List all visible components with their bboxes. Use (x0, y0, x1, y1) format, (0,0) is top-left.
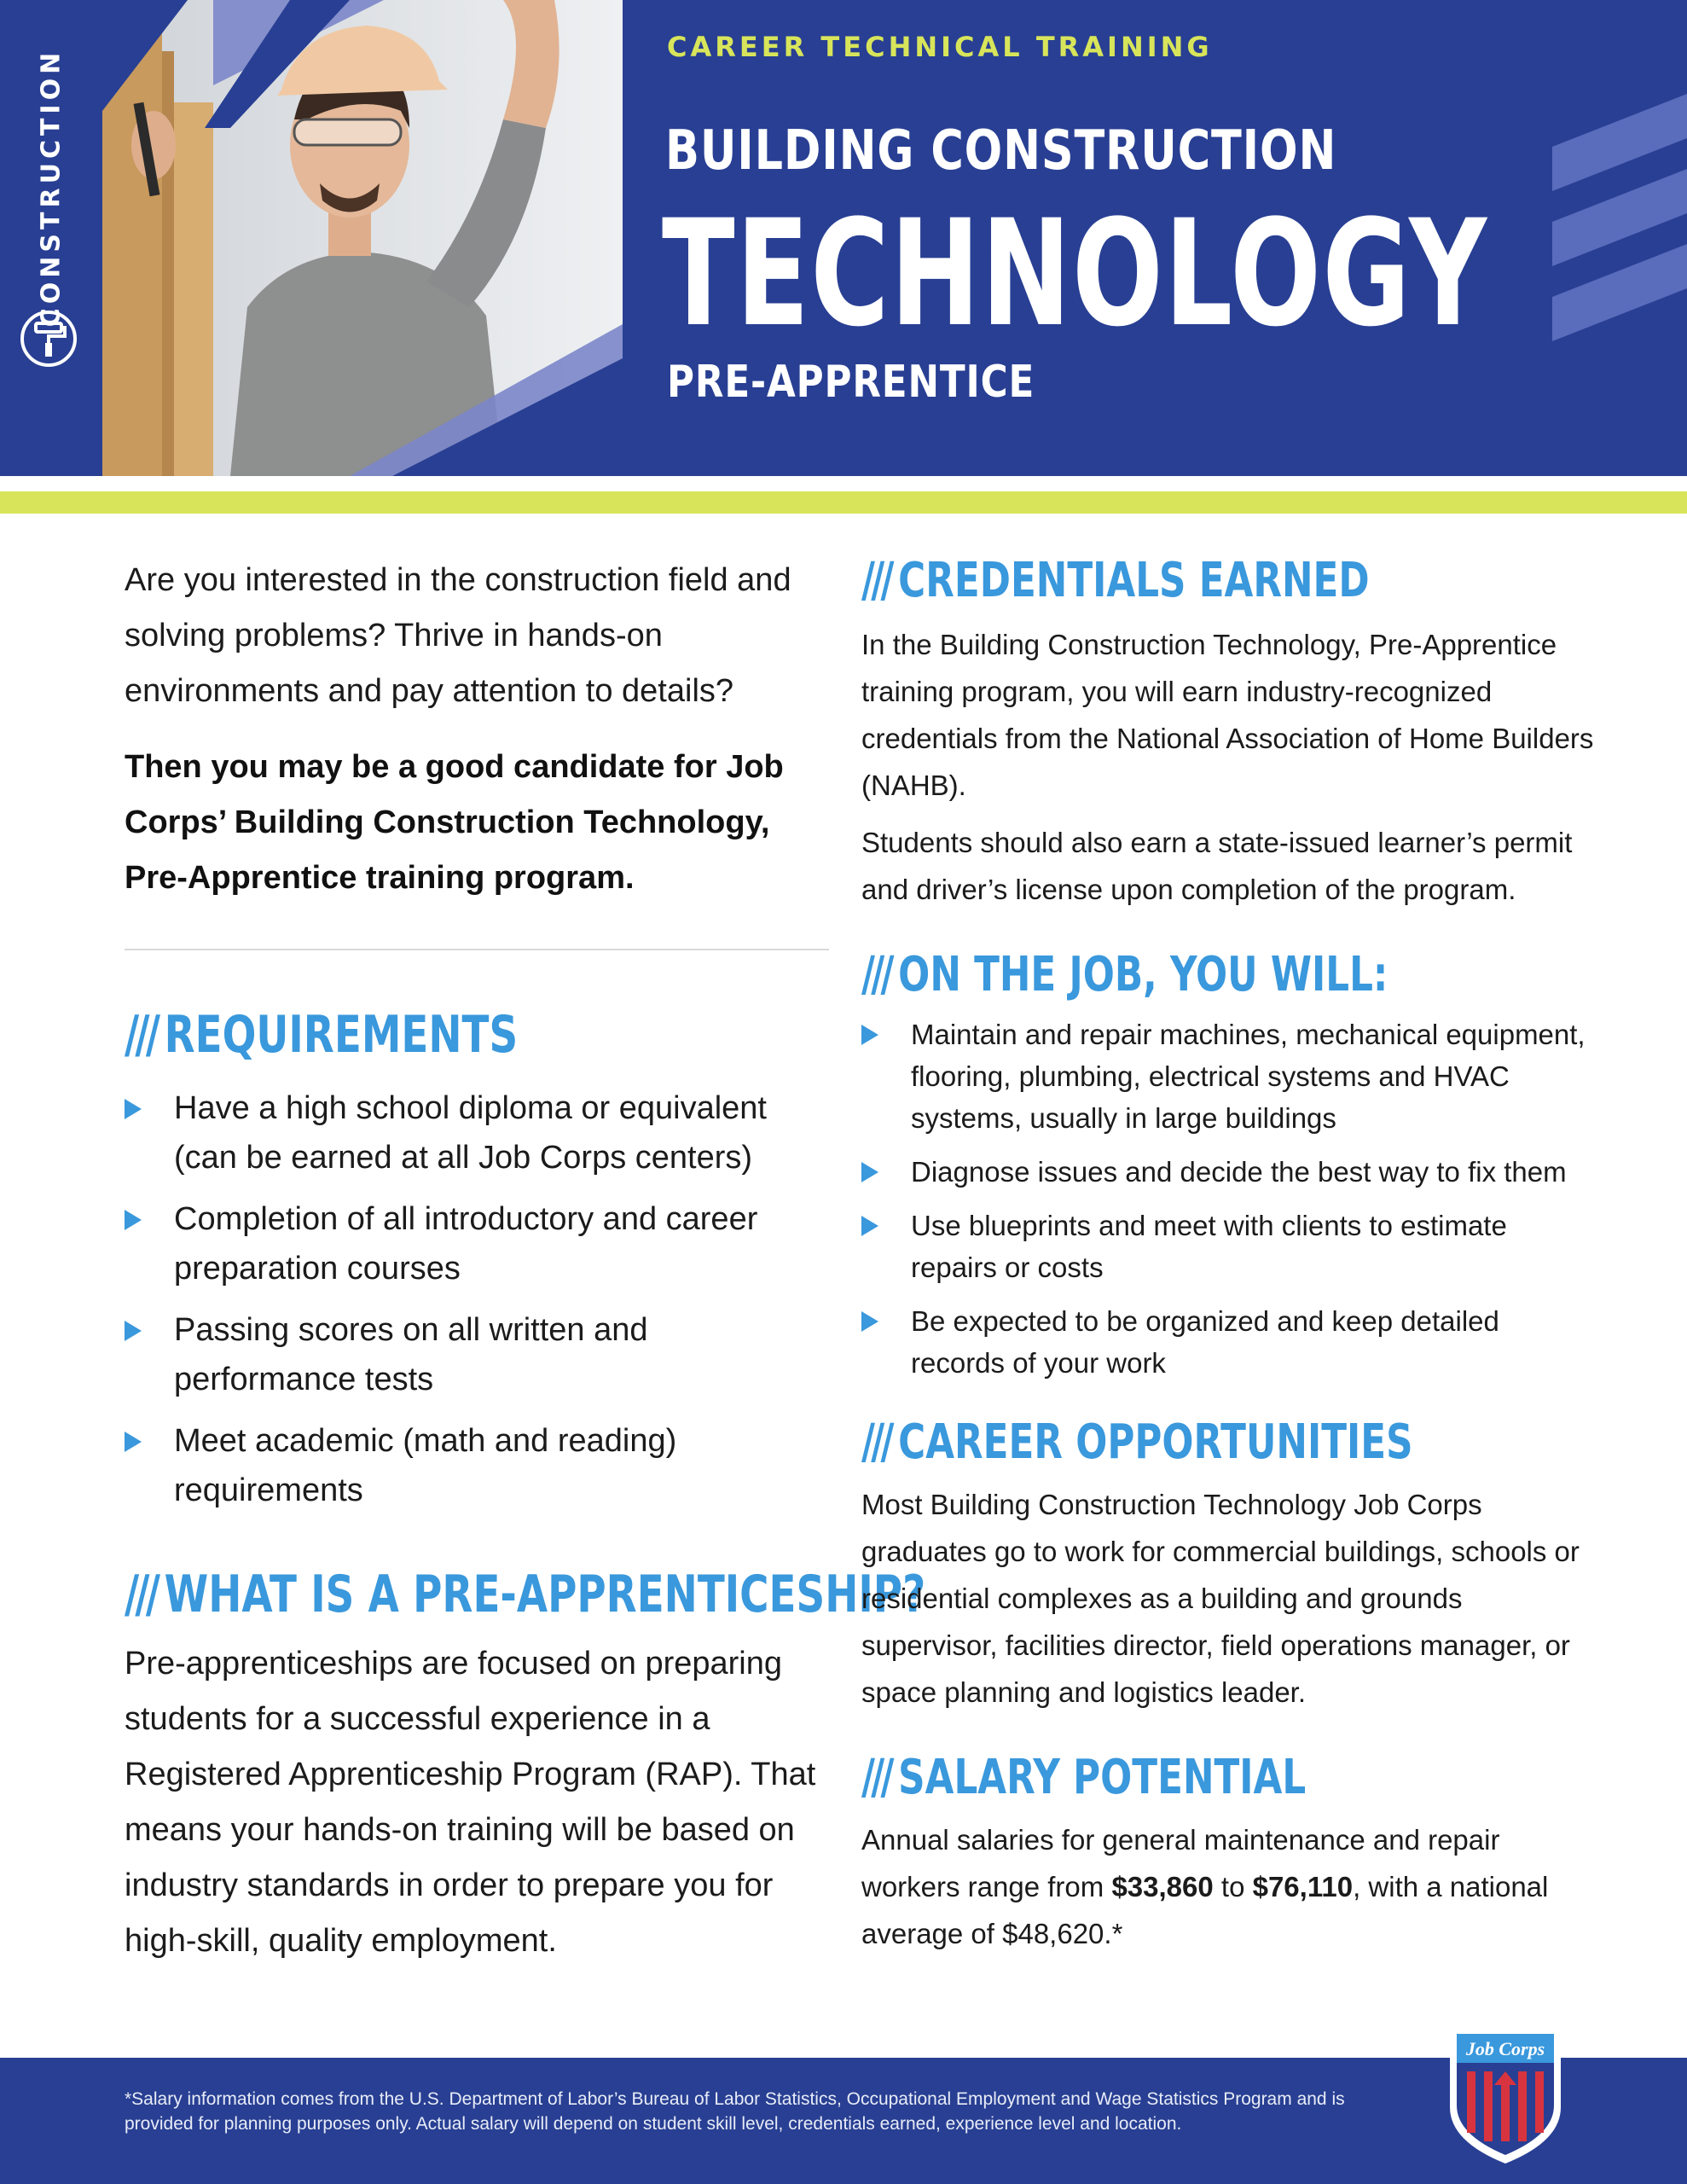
list-item (125, 1305, 824, 1404)
triangle-bullet-icon (861, 1162, 878, 1182)
triangle-bullet-icon (861, 1311, 878, 1332)
heading-text: SALARY POTENTIAL (898, 1750, 1307, 1805)
triangle-bullet-icon (861, 1216, 878, 1236)
side-label: CONSTRUCTION (36, 48, 67, 328)
career-heading (861, 1414, 1434, 1471)
career-text: Most Building Construction Technology Job Corps graduates go to work for commercial buildings, schools or residential complexes as a building and grounds supervisor, facilities director, field operations manager, or space planning and logistics leader. (861, 1489, 1580, 1708)
list-item (861, 1151, 1595, 1193)
divider (125, 949, 829, 950)
salary-pre: Annual salaries for general maintenance and repair workers range from (861, 1824, 1500, 1902)
list-item-text: Be expected to be organized and keep detailed records of your work (911, 1305, 1499, 1379)
eyebrow-label: CAREER TECHNICAL TRAINING (667, 31, 1213, 63)
on-the-job-list (861, 1014, 1595, 1384)
triangle-bullet-icon (125, 1210, 142, 1230)
salary-text (861, 1816, 1595, 1957)
heading-slashes: /// (125, 1565, 157, 1624)
heading-text: ON THE JOB, YOU WILL: (898, 947, 1388, 1002)
left-column (125, 553, 926, 1969)
salary-mid: to (1213, 1871, 1253, 1902)
triangle-bullet-icon (125, 1099, 142, 1119)
credentials-text-2: Students should also earn a state-issued learner’s permit and driver’s license upon completion of the program. (861, 827, 1573, 905)
title-line-3: PRE-APPRENTICE (667, 357, 1035, 408)
side-strip (0, 0, 102, 476)
job-corps-logo (1441, 2022, 1569, 2167)
heading-slashes: /// (861, 1750, 890, 1805)
accent-rule (0, 491, 1687, 514)
list-item (861, 1014, 1595, 1139)
title-line-1: BUILDING CONSTRUCTION (665, 119, 1337, 183)
list-item-text: Maintain and repair machines, mechanical equipment, flooring, plumbing, electrical systems and HVAC systems, usually in large buildings (911, 1019, 1586, 1134)
salary-post: , with a national average of $48,620.* (861, 1871, 1549, 1949)
salary-high: $76,110 (1252, 1871, 1354, 1902)
heading-text: WHAT IS A PRE-APPRENTICESHIP? (164, 1565, 926, 1624)
list-item-text: Diagnose issues and decide the best way to fix them (911, 1156, 1567, 1188)
list-item (125, 1194, 824, 1293)
right-column (861, 553, 1595, 1957)
on-the-job-heading (861, 947, 1434, 1003)
list-item-text: Use blueprints and meet with clients to estimate repairs or costs (911, 1210, 1507, 1283)
list-item-text: Completion of all introductory and career preparation courses (174, 1201, 758, 1287)
salary-heading (861, 1750, 1434, 1806)
intro-bold: Then you may be a good candidate for Job Corps’ Building Construction Technology, Pre-Apprentice training program. (125, 749, 784, 896)
list-item-text: Passing scores on all written and performance tests (174, 1312, 648, 1397)
header-banner (0, 0, 1687, 476)
worker-photo (102, 0, 623, 476)
list-item (861, 1205, 1595, 1288)
paint-roller-icon (19, 309, 78, 369)
triangle-bullet-icon (125, 1321, 142, 1341)
heading-slashes: /// (861, 553, 890, 608)
heading-text: CAREER OPPORTUNITIES (898, 1414, 1413, 1470)
pre-apprenticeship-text: Pre-apprenticeships are focused on preparing students for a successful experience in a Registered Apprenticeship Program (RAP). That means your hands-on training will be based on industry standards in order to prepare you for high-skill, quality employment. (125, 1646, 816, 1959)
heading-slashes: /// (861, 1414, 890, 1470)
heading-slashes: /// (861, 947, 890, 1002)
list-item (125, 1416, 824, 1515)
requirements-list (125, 1083, 824, 1515)
logo-text: Job Corps (1465, 2038, 1545, 2059)
salary-low: $33,860 (1111, 1871, 1214, 1902)
credentials-heading (861, 553, 1434, 609)
heading-text: REQUIREMENTS (164, 1005, 519, 1065)
heading-slashes: /// (125, 1005, 157, 1065)
intro-question: Are you interested in the construction field and solving problems? Thrive in hands-on environments and pay attention to details? (125, 562, 791, 709)
list-item (861, 1300, 1595, 1384)
footnote: *Salary information comes from the U.S. Department of Labor’s Bureau of Labor Statistics, Occupational Employment and Wage Statistics Program and is provided for planning purposes only. Actual salary will depend on student skill level, credentials earned, experience level and location. (125, 2089, 1345, 2134)
pre-apprenticeship-heading (125, 1565, 926, 1624)
credentials-text-1: In the Building Construction Technology, Pre-Apprentice training program, you will earn industry-recognized credentials from the National Association of Home Builders (NAHB). (861, 629, 1594, 801)
title-line-2: TECHNOLOGY (662, 188, 1488, 359)
triangle-bullet-icon (861, 1025, 878, 1045)
list-item-text: Meet academic (math and reading) requirements (174, 1423, 677, 1508)
triangle-bullet-icon (125, 1432, 142, 1452)
decorative-stripes (1552, 94, 1687, 341)
heading-text: CREDENTIALS EARNED (898, 553, 1370, 608)
list-item (125, 1083, 824, 1182)
list-item-text: Have a high school diploma or equivalent (can be earned at all Job Corps centers) (174, 1090, 767, 1176)
requirements-heading (125, 1005, 670, 1065)
